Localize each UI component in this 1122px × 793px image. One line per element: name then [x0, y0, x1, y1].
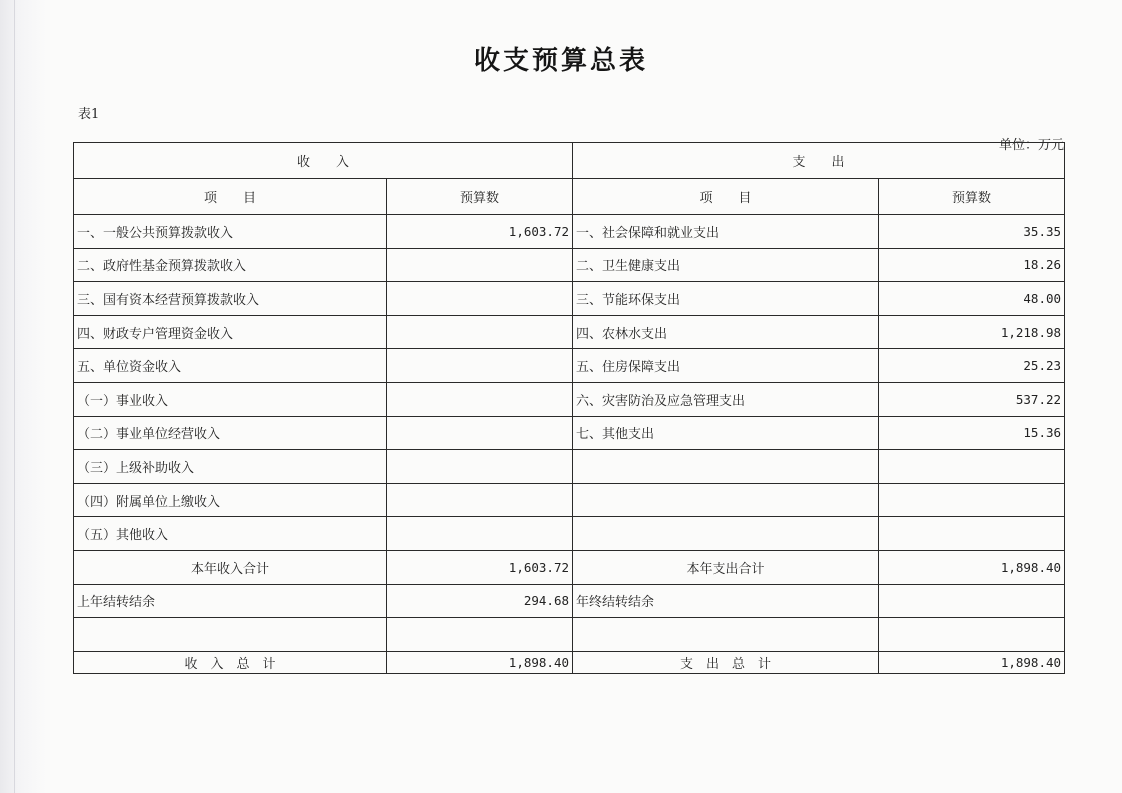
- expense-item: [573, 483, 879, 517]
- expense-item: 五、住房保障支出: [573, 349, 879, 383]
- blank-cell: [74, 618, 387, 652]
- expense-amount: [879, 483, 1065, 517]
- expense-section-header: 支 出: [573, 143, 1065, 179]
- expense-item: 一、社会保障和就业支出: [573, 215, 879, 249]
- page-binding-edge: [0, 0, 46, 793]
- table-row: [74, 248, 1065, 282]
- income-amount: 1,603.72: [387, 215, 573, 249]
- table-number: 表1: [78, 107, 100, 122]
- income-amount: [387, 416, 573, 450]
- income-item: （一）事业收入: [74, 382, 387, 416]
- income-total-amount: 1,898.40: [387, 651, 573, 673]
- expense-item-header: 项 目: [573, 179, 879, 215]
- table-row: [74, 450, 1065, 484]
- expense-carryover-label: 年终结转结余: [573, 584, 879, 618]
- table-row: [74, 282, 1065, 316]
- expense-carryover-amount: [879, 584, 1065, 618]
- expense-amount: 18.26: [879, 248, 1065, 282]
- income-item-header: 项 目: [74, 179, 387, 215]
- income-item: （二）事业单位经营收入: [74, 416, 387, 450]
- income-section-header: 收 入: [74, 143, 573, 179]
- income-item: 二、政府性基金预算拨款收入: [74, 248, 387, 282]
- expense-amount: 15.36: [879, 416, 1065, 450]
- income-carryover-label: 上年结转结余: [74, 584, 387, 618]
- table-row: [74, 483, 1065, 517]
- expense-item: 四、农林水支出: [573, 315, 879, 349]
- expense-subtotal-label: 本年支出合计: [573, 550, 879, 584]
- expense-amount: 1,218.98: [879, 315, 1065, 349]
- income-amount-header: 预算数: [387, 179, 573, 215]
- grand-total-row: [74, 651, 1065, 673]
- expense-item: 六、灾害防治及应急管理支出: [573, 382, 879, 416]
- income-item: （五）其他收入: [74, 517, 387, 551]
- expense-item: [573, 450, 879, 484]
- expense-item: [573, 517, 879, 551]
- expense-total-amount: 1,898.40: [879, 651, 1065, 673]
- subtotal-row: [74, 550, 1065, 584]
- income-subtotal-label: 本年收入合计: [74, 550, 387, 584]
- expense-amount: 35.35: [879, 215, 1065, 249]
- table-row: [74, 382, 1065, 416]
- income-subtotal-amount: 1,603.72: [387, 550, 573, 584]
- income-amount: [387, 282, 573, 316]
- blank-cell: [387, 618, 573, 652]
- expense-amount: 537.22: [879, 382, 1065, 416]
- income-item: 三、国有资本经营预算拨款收入: [74, 282, 387, 316]
- income-total-label: 收 入 总 计: [74, 651, 387, 673]
- income-amount: [387, 349, 573, 383]
- income-item: 一、一般公共预算拨款收入: [74, 215, 387, 249]
- table-row: [74, 517, 1065, 551]
- expense-amount: [879, 517, 1065, 551]
- blank-row: [74, 618, 1065, 652]
- table-row: [74, 416, 1065, 450]
- expense-amount: 25.23: [879, 349, 1065, 383]
- blank-cell: [879, 618, 1065, 652]
- expense-item: 二、卫生健康支出: [573, 248, 879, 282]
- budget-summary-table: [73, 142, 1065, 674]
- expense-item: 三、节能环保支出: [573, 282, 879, 316]
- expense-amount: 48.00: [879, 282, 1065, 316]
- table-row: [74, 215, 1065, 249]
- income-amount: [387, 382, 573, 416]
- expense-total-label: 支 出 总 计: [573, 651, 879, 673]
- section-header-row: [74, 143, 1065, 179]
- page-fold-line: [14, 0, 15, 793]
- income-item: （三）上级补助收入: [74, 450, 387, 484]
- table-row: [74, 315, 1065, 349]
- expense-item: 七、其他支出: [573, 416, 879, 450]
- carryover-row: [74, 584, 1065, 618]
- income-amount: [387, 248, 573, 282]
- unit-label: 单位：万元: [998, 138, 1064, 153]
- income-carryover-amount: 294.68: [387, 584, 573, 618]
- page-title: 收支预算总表: [473, 46, 648, 76]
- column-header-row: [74, 179, 1065, 215]
- income-amount: [387, 450, 573, 484]
- expense-amount-header: 预算数: [879, 179, 1065, 215]
- expense-amount: [879, 450, 1065, 484]
- table-row: [74, 349, 1065, 383]
- income-item: 五、单位资金收入: [74, 349, 387, 383]
- income-amount: [387, 315, 573, 349]
- blank-cell: [573, 618, 879, 652]
- income-amount: [387, 517, 573, 551]
- expense-subtotal-amount: 1,898.40: [879, 550, 1065, 584]
- income-item: 四、财政专户管理资金收入: [74, 315, 387, 349]
- income-item: （四）附属单位上缴收入: [74, 483, 387, 517]
- income-amount: [387, 483, 573, 517]
